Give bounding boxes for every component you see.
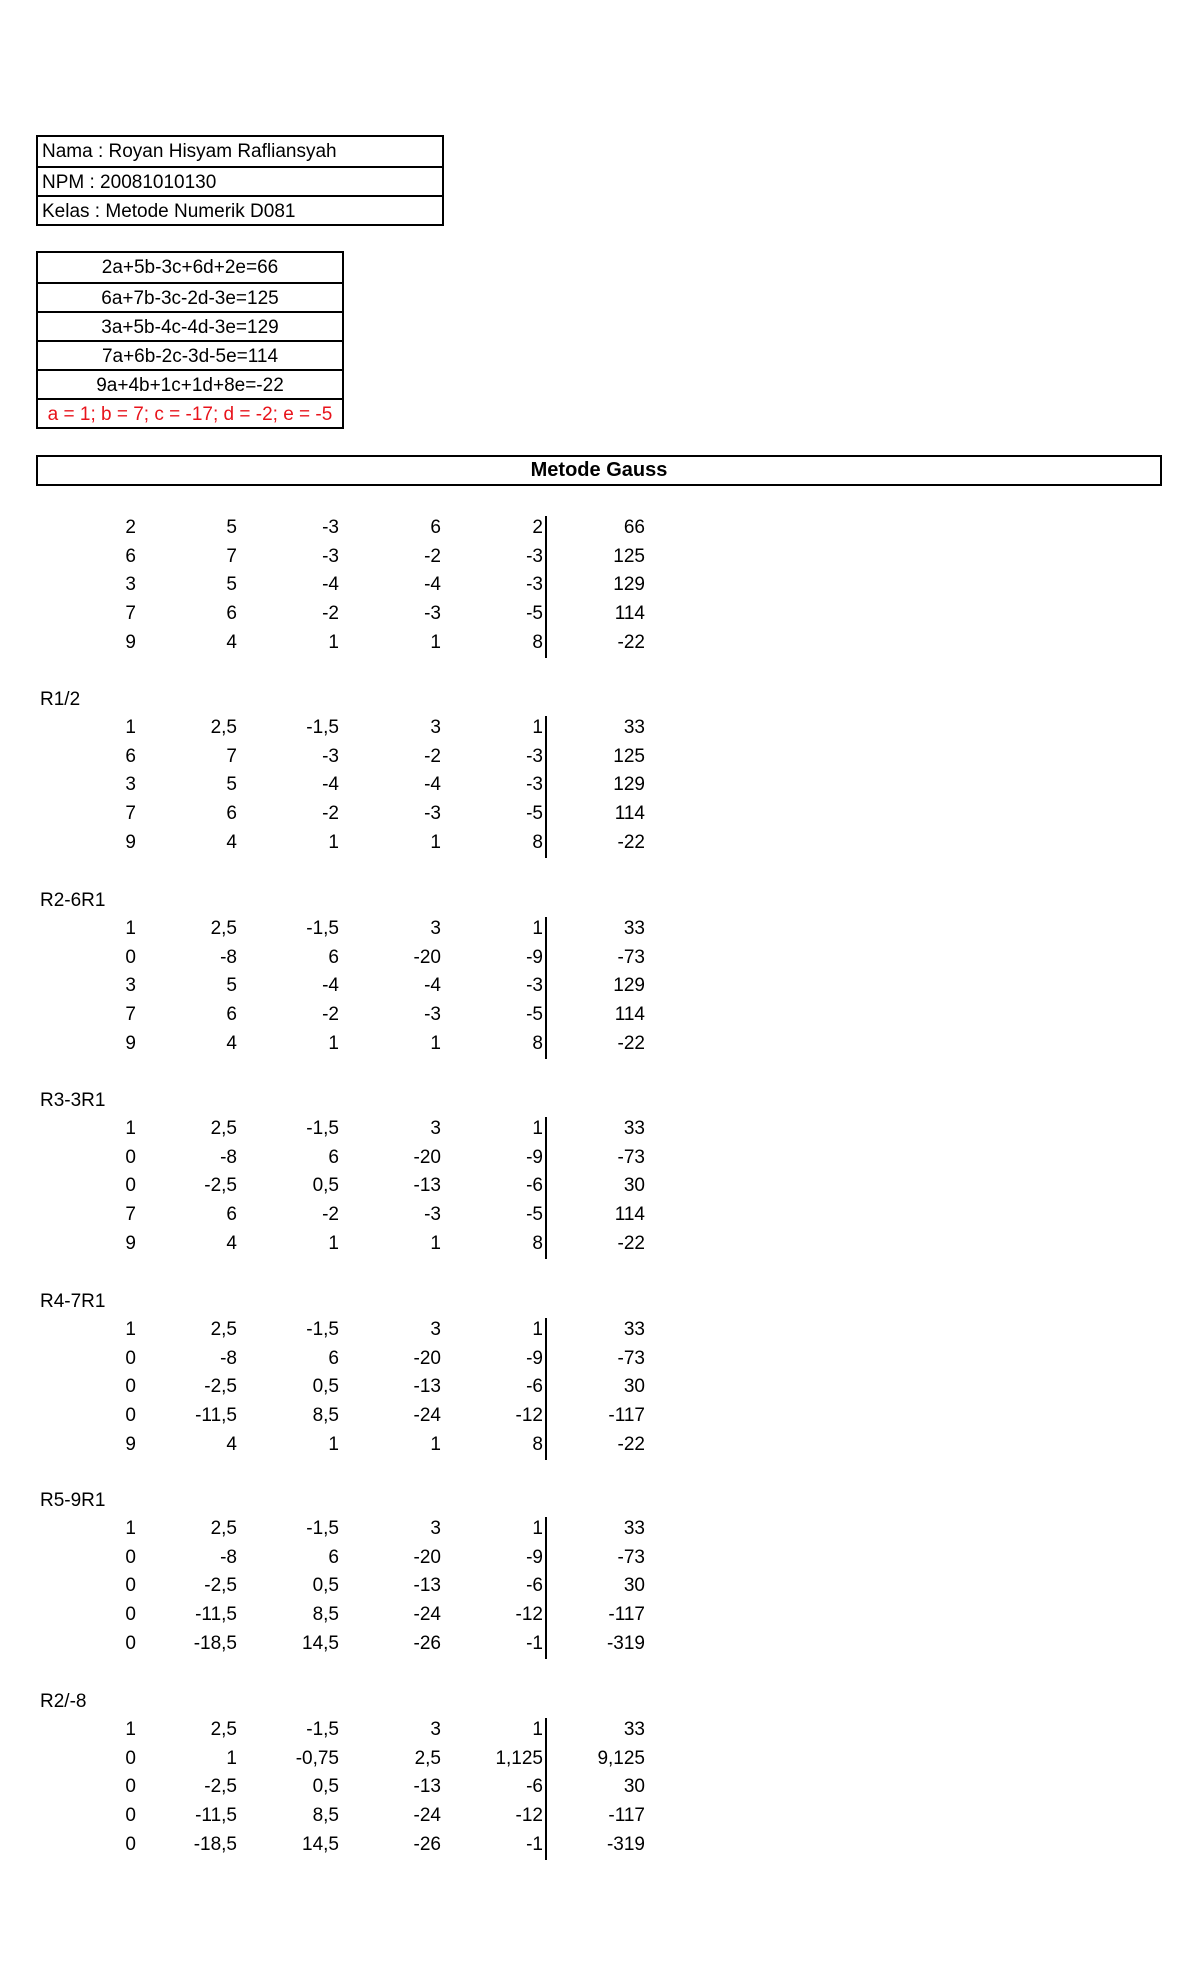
matrix-cell: 1 bbox=[532, 918, 543, 939]
matrix-cell: 1 bbox=[430, 1032, 441, 1054]
matrix-cell: 3 bbox=[430, 1319, 441, 1340]
matrix-cell: -5 bbox=[526, 603, 543, 625]
matrix-cell: 9 bbox=[125, 1232, 136, 1254]
student-info-box bbox=[36, 135, 444, 226]
matrix-cell: 1 bbox=[532, 1719, 543, 1740]
matrix-cell: 3 bbox=[430, 1118, 441, 1139]
matrix-row bbox=[0, 1115, 700, 1144]
matrix-cell: -4 bbox=[424, 774, 441, 796]
matrix-cell: 1 bbox=[328, 1433, 339, 1455]
matrix-cell: 6 bbox=[328, 1146, 339, 1168]
matrix-rhs-cell: 114 bbox=[614, 1204, 645, 1226]
matrix-rhs-cell: -73 bbox=[617, 1146, 645, 1168]
matrix-cell: -3 bbox=[322, 545, 339, 567]
matrix-cell: 1,125 bbox=[495, 1747, 543, 1769]
matrix-row bbox=[0, 1630, 700, 1659]
matrix-row bbox=[0, 972, 700, 1001]
matrix-cell: -1,5 bbox=[306, 1118, 339, 1139]
matrix-cell: -4 bbox=[322, 574, 339, 596]
matrix-rhs-cell: 30 bbox=[623, 1175, 645, 1197]
matrix-row bbox=[0, 1572, 700, 1601]
matrix-step bbox=[0, 1691, 700, 1859]
matrix-cell: 1 bbox=[532, 1319, 543, 1340]
equation-2: 6a+7b-3c-2d-3e=125 bbox=[38, 282, 342, 311]
matrix-rhs-cell: 30 bbox=[623, 1376, 645, 1398]
student-class: Kelas : Metode Numerik D081 bbox=[38, 195, 442, 224]
matrix-cell: -6 bbox=[526, 1776, 543, 1798]
matrix-cell: 0 bbox=[125, 1376, 136, 1398]
matrix-cell: 7 bbox=[226, 745, 237, 767]
matrix-cell: 1 bbox=[125, 1518, 136, 1539]
matrix-cell: 6 bbox=[328, 1546, 339, 1568]
matrix-rhs-cell: 33 bbox=[623, 1118, 645, 1139]
matrix-cell: 0,5 bbox=[312, 1376, 339, 1398]
augmented-separator bbox=[545, 716, 547, 858]
matrix-cell: 14,5 bbox=[302, 1833, 339, 1855]
matrix-cell: 3 bbox=[125, 774, 136, 796]
matrix-row bbox=[0, 1373, 700, 1402]
matrix-rhs-cell: 125 bbox=[613, 745, 645, 767]
matrix-rhs-cell: 129 bbox=[613, 975, 645, 997]
step-operation-label: R2/-8 bbox=[40, 1691, 87, 1712]
matrix-cell: -8 bbox=[220, 1347, 237, 1369]
matrix-cell: 6 bbox=[226, 1204, 237, 1226]
matrix-cell: 0 bbox=[125, 1833, 136, 1855]
matrix-cell: 4 bbox=[226, 1433, 237, 1455]
augmented-separator bbox=[545, 1517, 547, 1659]
matrix-cell: -6 bbox=[526, 1175, 543, 1197]
matrix-rhs-cell: 129 bbox=[613, 574, 645, 596]
matrix-cell: 1 bbox=[328, 831, 339, 853]
matrix-rhs-cell: -117 bbox=[608, 1805, 645, 1827]
matrix-cell: -8 bbox=[220, 946, 237, 968]
matrix-rhs-cell: 30 bbox=[623, 1575, 645, 1597]
matrix-cell: -9 bbox=[526, 1146, 543, 1168]
matrix-cell: 2,5 bbox=[210, 1719, 237, 1740]
step-operation-label: R1/2 bbox=[40, 689, 81, 710]
matrix-cell: 8 bbox=[532, 1232, 543, 1254]
student-npm: NPM : 20081010130 bbox=[38, 166, 442, 195]
matrix-cell: -9 bbox=[526, 946, 543, 968]
matrix-row bbox=[0, 1745, 700, 1774]
matrix-cell: 7 bbox=[125, 1004, 136, 1026]
step-operation-label: R4-7R1 bbox=[40, 1291, 106, 1312]
matrix-rhs-cell: -319 bbox=[606, 1833, 645, 1855]
matrix-cell: -4 bbox=[424, 975, 441, 997]
matrix-cell: -11,5 bbox=[195, 1805, 237, 1827]
matrix-cell: 5 bbox=[226, 975, 237, 997]
matrix-rhs-cell: 33 bbox=[623, 918, 645, 939]
matrix-cell: 1 bbox=[532, 717, 543, 738]
matrix-rhs-cell: 114 bbox=[614, 603, 645, 625]
matrix-cell: -9 bbox=[526, 1347, 543, 1369]
augmented-separator bbox=[545, 1117, 547, 1259]
matrix-cell: -3 bbox=[526, 774, 543, 796]
matrix-rhs-cell: -73 bbox=[617, 1546, 645, 1568]
matrix-row bbox=[0, 1716, 700, 1745]
matrix-cell: 6 bbox=[226, 603, 237, 625]
equation-system-box bbox=[36, 251, 344, 429]
matrix-cell: 6 bbox=[430, 517, 441, 538]
matrix-cell: -20 bbox=[413, 1146, 441, 1168]
matrix-cell: 3 bbox=[430, 918, 441, 939]
matrix-cell: -1 bbox=[526, 1632, 543, 1654]
matrix-cell: 3 bbox=[125, 975, 136, 997]
matrix-row bbox=[0, 829, 700, 858]
matrix-row bbox=[0, 771, 700, 800]
matrix-cell: -4 bbox=[322, 975, 339, 997]
matrix-cell: -6 bbox=[526, 1376, 543, 1398]
matrix-rhs-cell: -73 bbox=[617, 1347, 645, 1369]
matrix-cell: -24 bbox=[413, 1805, 441, 1827]
matrix-cell: -20 bbox=[413, 946, 441, 968]
matrix-step bbox=[0, 1090, 700, 1258]
matrix-row bbox=[0, 1230, 700, 1259]
augmented-separator bbox=[545, 516, 547, 658]
matrix-cell: 1 bbox=[532, 1518, 543, 1539]
matrix-cell: 0 bbox=[125, 1776, 136, 1798]
matrix-cell: -24 bbox=[413, 1405, 441, 1427]
matrix-step bbox=[0, 689, 700, 857]
matrix-cell: 0 bbox=[125, 946, 136, 968]
matrix-cell: -12 bbox=[515, 1805, 543, 1827]
matrix-step bbox=[0, 1490, 700, 1658]
matrix-cell: 0 bbox=[125, 1146, 136, 1168]
matrix-rhs-cell: -117 bbox=[608, 1604, 645, 1626]
matrix-row bbox=[0, 629, 700, 658]
matrix-cell: -2,5 bbox=[204, 1776, 237, 1798]
matrix-cell: 4 bbox=[226, 1032, 237, 1054]
matrix-rhs-cell: 30 bbox=[623, 1776, 645, 1798]
matrix-cell: -3 bbox=[424, 603, 441, 625]
matrix-row bbox=[0, 1802, 700, 1831]
matrix-cell: -5 bbox=[526, 1004, 543, 1026]
matrix-cell: 0 bbox=[125, 1175, 136, 1197]
matrix-rhs-cell: 33 bbox=[623, 1319, 645, 1340]
matrix-cell: 2 bbox=[532, 517, 543, 538]
matrix-cell: -1,5 bbox=[306, 1319, 339, 1340]
matrix-cell: -3 bbox=[322, 745, 339, 767]
matrix-cell: 2,5 bbox=[414, 1747, 441, 1769]
matrix-row bbox=[0, 1831, 700, 1860]
matrix-cell: -3 bbox=[424, 803, 441, 825]
matrix-cell: 0,5 bbox=[312, 1776, 339, 1798]
matrix-row bbox=[0, 1544, 700, 1573]
matrix-cell: 7 bbox=[125, 1204, 136, 1226]
matrix-cell: 7 bbox=[125, 603, 136, 625]
matrix-cell: 6 bbox=[125, 545, 136, 567]
matrix-cell: 1 bbox=[125, 1319, 136, 1340]
matrix-cell: 1 bbox=[328, 1032, 339, 1054]
matrix-cell: 0,5 bbox=[312, 1575, 339, 1597]
matrix-rhs-cell: 33 bbox=[623, 1719, 645, 1740]
matrix-cell: -3 bbox=[526, 574, 543, 596]
matrix-row bbox=[0, 800, 700, 829]
matrix-cell: 2,5 bbox=[210, 717, 237, 738]
matrix-rhs-cell: -22 bbox=[617, 631, 645, 653]
matrix-cell: -2,5 bbox=[204, 1376, 237, 1398]
matrix-rhs-cell: -22 bbox=[617, 1232, 645, 1254]
equation-5: 9a+4b+1c+1d+8e=-22 bbox=[38, 369, 342, 398]
matrix-rhs-cell: 33 bbox=[623, 717, 645, 738]
matrix-step bbox=[0, 514, 700, 657]
matrix-rhs-cell: -22 bbox=[617, 1433, 645, 1455]
matrix-cell: 8 bbox=[532, 1032, 543, 1054]
matrix-cell: -8 bbox=[220, 1546, 237, 1568]
matrix-cell: 3 bbox=[430, 1518, 441, 1539]
matrix-row bbox=[0, 600, 700, 629]
matrix-cell: -2 bbox=[322, 1004, 339, 1026]
matrix-cell: 9 bbox=[125, 631, 136, 653]
matrix-rhs-cell: 125 bbox=[613, 545, 645, 567]
matrix-cell: 1 bbox=[328, 631, 339, 653]
matrix-row bbox=[0, 915, 700, 944]
matrix-row bbox=[0, 1345, 700, 1374]
matrix-cell: 0 bbox=[125, 1632, 136, 1654]
matrix-cell: 1 bbox=[328, 1232, 339, 1254]
matrix-cell: -1,5 bbox=[306, 1719, 339, 1740]
matrix-row bbox=[0, 1601, 700, 1630]
equation-1: 2a+5b-3c+6d+2e=66 bbox=[101, 257, 279, 278]
matrix-cell: 0 bbox=[125, 1546, 136, 1568]
matrix-row bbox=[0, 1402, 700, 1431]
matrix-cell: 9 bbox=[125, 831, 136, 853]
section-title: Metode Gauss bbox=[36, 455, 1162, 486]
matrix-cell: 0 bbox=[125, 1575, 136, 1597]
matrix-cell: -12 bbox=[515, 1405, 543, 1427]
matrix-cell: 8,5 bbox=[312, 1405, 339, 1427]
step-operation-label: R2-6R1 bbox=[40, 890, 106, 911]
matrix-cell: -3 bbox=[526, 975, 543, 997]
matrix-step bbox=[0, 890, 700, 1058]
matrix-row bbox=[0, 1431, 700, 1460]
matrix-cell: 5 bbox=[226, 574, 237, 596]
matrix-cell: 5 bbox=[226, 774, 237, 796]
matrix-cell: 1 bbox=[532, 1118, 543, 1139]
matrix-cell: -18,5 bbox=[193, 1833, 237, 1855]
matrix-cell: -2,5 bbox=[204, 1575, 237, 1597]
augmented-separator bbox=[545, 917, 547, 1059]
matrix-cell: 3 bbox=[125, 574, 136, 596]
matrix-cell: 2 bbox=[125, 517, 136, 538]
matrix-cell: -26 bbox=[413, 1833, 441, 1855]
matrix-cell: 0,5 bbox=[312, 1175, 339, 1197]
matrix-cell: 2,5 bbox=[210, 1319, 237, 1340]
matrix-row bbox=[0, 1773, 700, 1802]
matrix-row bbox=[0, 571, 700, 600]
matrix-cell: -5 bbox=[526, 803, 543, 825]
matrix-rhs-cell: -319 bbox=[606, 1632, 645, 1654]
augmented-separator bbox=[545, 1718, 547, 1860]
matrix-cell: 1 bbox=[430, 1232, 441, 1254]
matrix-cell: -20 bbox=[413, 1546, 441, 1568]
matrix-cell: -11,5 bbox=[195, 1604, 237, 1626]
matrix-cell: 6 bbox=[328, 946, 339, 968]
matrix-cell: 5 bbox=[226, 517, 237, 538]
matrix-row bbox=[0, 1316, 700, 1345]
matrix-cell: -1,5 bbox=[306, 1518, 339, 1539]
matrix-cell: -1,5 bbox=[306, 717, 339, 738]
matrix-cell: 1 bbox=[125, 1118, 136, 1139]
matrix-row bbox=[0, 543, 700, 572]
matrix-cell: -26 bbox=[413, 1632, 441, 1654]
matrix-cell: -20 bbox=[413, 1347, 441, 1369]
matrix-cell: 4 bbox=[226, 831, 237, 853]
matrix-cell: -2 bbox=[424, 545, 441, 567]
matrix-row bbox=[0, 1515, 700, 1544]
matrix-cell: 8,5 bbox=[312, 1604, 339, 1626]
equation-3: 3a+5b-4c-4d-3e=129 bbox=[38, 311, 342, 340]
matrix-cell: 0 bbox=[125, 1604, 136, 1626]
matrix-row bbox=[0, 1030, 700, 1059]
matrix-cell: 9 bbox=[125, 1032, 136, 1054]
step-operation-label: R3-3R1 bbox=[40, 1090, 106, 1111]
matrix-cell: 1 bbox=[430, 631, 441, 653]
matrix-rhs-cell: -22 bbox=[617, 831, 645, 853]
matrix-cell: -2,5 bbox=[204, 1175, 237, 1197]
matrix-cell: -2 bbox=[424, 745, 441, 767]
matrix-cell: 8,5 bbox=[312, 1805, 339, 1827]
matrix-cell: -9 bbox=[526, 1546, 543, 1568]
matrix-cell: -3 bbox=[526, 745, 543, 767]
matrix-cell: -1 bbox=[526, 1833, 543, 1855]
matrix-row bbox=[0, 1144, 700, 1173]
matrix-row bbox=[0, 714, 700, 743]
matrix-cell: -4 bbox=[322, 774, 339, 796]
matrix-step bbox=[0, 1291, 700, 1459]
matrix-rhs-cell: 33 bbox=[623, 1518, 645, 1539]
matrix-cell: -2 bbox=[322, 1204, 339, 1226]
matrix-cell: 8 bbox=[532, 1433, 543, 1455]
matrix-cell: 7 bbox=[226, 545, 237, 567]
matrix-cell: 8 bbox=[532, 831, 543, 853]
matrix-cell: -3 bbox=[424, 1004, 441, 1026]
matrix-rhs-cell: 114 bbox=[614, 803, 645, 825]
augmented-separator bbox=[545, 1318, 547, 1460]
matrix-cell: 3 bbox=[430, 1719, 441, 1740]
matrix-cell: 2,5 bbox=[210, 918, 237, 939]
matrix-cell: 1 bbox=[430, 1433, 441, 1455]
matrix-cell: -2 bbox=[322, 603, 339, 625]
matrix-cell: 1 bbox=[430, 831, 441, 853]
matrix-row bbox=[0, 514, 700, 543]
matrix-cell: 1 bbox=[125, 1719, 136, 1740]
matrix-cell: 4 bbox=[226, 631, 237, 653]
matrix-row bbox=[0, 743, 700, 772]
matrix-cell: -13 bbox=[413, 1776, 441, 1798]
matrix-cell: -24 bbox=[413, 1604, 441, 1626]
matrix-cell: 14,5 bbox=[302, 1632, 339, 1654]
matrix-cell: -4 bbox=[424, 574, 441, 596]
matrix-cell: -8 bbox=[220, 1146, 237, 1168]
matrix-cell: 1 bbox=[125, 717, 136, 738]
matrix-cell: 0 bbox=[125, 1347, 136, 1369]
matrix-rhs-cell: -117 bbox=[608, 1405, 645, 1427]
matrix-cell: -13 bbox=[413, 1175, 441, 1197]
matrix-cell: -3 bbox=[322, 517, 339, 538]
matrix-cell: -12 bbox=[515, 1604, 543, 1626]
matrix-cell: -13 bbox=[413, 1376, 441, 1398]
matrix-cell: 1 bbox=[125, 918, 136, 939]
matrix-cell: 0 bbox=[125, 1405, 136, 1427]
matrix-row bbox=[0, 1001, 700, 1030]
matrix-cell: -5 bbox=[526, 1204, 543, 1226]
matrix-cell: -6 bbox=[526, 1575, 543, 1597]
matrix-rhs-cell: 129 bbox=[613, 774, 645, 796]
matrix-cell: 2,5 bbox=[210, 1518, 237, 1539]
matrix-cell: 6 bbox=[328, 1347, 339, 1369]
matrix-cell: 8 bbox=[532, 631, 543, 653]
matrix-rhs-cell: 66 bbox=[623, 517, 645, 538]
solution-answer: a = 1; b = 7; c = -17; d = -2; e = -5 bbox=[38, 398, 342, 427]
matrix-cell: -0,75 bbox=[295, 1747, 339, 1769]
matrix-cell: -3 bbox=[526, 545, 543, 567]
matrix-cell: 6 bbox=[226, 803, 237, 825]
matrix-row bbox=[0, 944, 700, 973]
step-operation-label: R5-9R1 bbox=[40, 1490, 106, 1511]
matrix-rhs-cell: 9,125 bbox=[597, 1747, 645, 1769]
matrix-cell: 2,5 bbox=[210, 1118, 237, 1139]
matrix-cell: 0 bbox=[125, 1747, 136, 1769]
student-name: Nama : Royan Hisyam Rafliansyah bbox=[42, 141, 337, 162]
matrix-cell: 6 bbox=[125, 745, 136, 767]
matrix-row bbox=[0, 1172, 700, 1201]
matrix-cell: -11,5 bbox=[195, 1405, 237, 1427]
equation-4: 7a+6b-2c-3d-5e=114 bbox=[38, 340, 342, 369]
matrix-cell: -13 bbox=[413, 1575, 441, 1597]
matrix-cell: -18,5 bbox=[193, 1632, 237, 1654]
matrix-cell: -2 bbox=[322, 803, 339, 825]
matrix-rhs-cell: -22 bbox=[617, 1032, 645, 1054]
matrix-rhs-cell: -73 bbox=[617, 946, 645, 968]
matrix-cell: 1 bbox=[226, 1747, 237, 1769]
matrix-cell: 4 bbox=[226, 1232, 237, 1254]
matrix-cell: -3 bbox=[424, 1204, 441, 1226]
matrix-cell: 0 bbox=[125, 1805, 136, 1827]
matrix-cell: 7 bbox=[125, 803, 136, 825]
matrix-cell: 3 bbox=[430, 717, 441, 738]
matrix-cell: 6 bbox=[226, 1004, 237, 1026]
matrix-cell: 9 bbox=[125, 1433, 136, 1455]
matrix-cell: -1,5 bbox=[306, 918, 339, 939]
matrix-row bbox=[0, 1201, 700, 1230]
matrix-rhs-cell: 114 bbox=[614, 1004, 645, 1026]
